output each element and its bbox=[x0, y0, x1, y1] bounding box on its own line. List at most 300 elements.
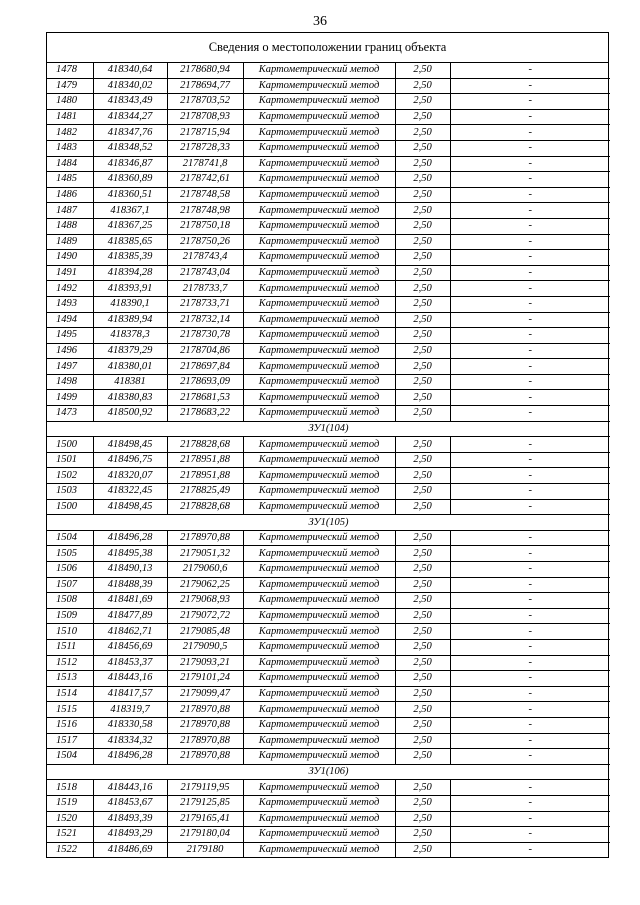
accuracy-cell: 2,50 bbox=[395, 608, 450, 624]
accuracy-cell: 2,50 bbox=[395, 281, 450, 297]
method-cell: Картометрический метод bbox=[243, 686, 395, 702]
point-number-cell: 1502 bbox=[47, 468, 93, 484]
point-number-cell: 1494 bbox=[47, 312, 93, 328]
description-cell: - bbox=[450, 749, 610, 765]
x-coordinate-cell: 418385,39 bbox=[93, 250, 167, 266]
point-number-cell: 1507 bbox=[47, 577, 93, 593]
accuracy-cell: 2,50 bbox=[395, 733, 450, 749]
point-number-cell: 1500 bbox=[47, 437, 93, 453]
accuracy-cell: 2,50 bbox=[395, 406, 450, 422]
y-coordinate-cell: 2178741,8 bbox=[167, 156, 243, 172]
description-cell: - bbox=[450, 359, 610, 375]
table-row bbox=[47, 94, 610, 110]
table-row bbox=[47, 811, 610, 827]
description-cell: - bbox=[450, 187, 610, 203]
description-cell: - bbox=[450, 328, 610, 344]
description-cell: - bbox=[450, 686, 610, 702]
description-cell: - bbox=[450, 203, 610, 219]
method-cell: Картометрический метод bbox=[243, 468, 395, 484]
y-coordinate-cell: 2178733,71 bbox=[167, 296, 243, 312]
point-number-cell: 1512 bbox=[47, 655, 93, 671]
point-number-cell: 1490 bbox=[47, 250, 93, 266]
description-cell: - bbox=[450, 639, 610, 655]
table-row bbox=[47, 733, 610, 749]
x-coordinate-cell: 418380,01 bbox=[93, 359, 167, 375]
method-cell: Картометрический метод bbox=[243, 795, 395, 811]
table-row bbox=[47, 63, 610, 78]
x-coordinate-cell: 418390,1 bbox=[93, 296, 167, 312]
point-number-cell: 1504 bbox=[47, 749, 93, 765]
method-cell: Картометрический метод bbox=[243, 140, 395, 156]
x-coordinate-cell: 418477,89 bbox=[93, 608, 167, 624]
y-coordinate-cell: 2179072,72 bbox=[167, 608, 243, 624]
table-row bbox=[47, 795, 610, 811]
method-cell: Картометрический метод bbox=[243, 390, 395, 406]
point-number-cell: 1478 bbox=[47, 63, 93, 78]
point-number-cell: 1518 bbox=[47, 780, 93, 796]
y-coordinate-cell: 2178730,78 bbox=[167, 328, 243, 344]
y-coordinate-cell: 2179180 bbox=[167, 842, 243, 857]
method-cell: Картометрический метод bbox=[243, 78, 395, 94]
table-row bbox=[47, 717, 610, 733]
table-row bbox=[47, 125, 610, 141]
x-coordinate-cell: 418394,28 bbox=[93, 265, 167, 281]
method-cell: Картометрический метод bbox=[243, 343, 395, 359]
method-cell: Картометрический метод bbox=[243, 312, 395, 328]
method-cell: Картометрический метод bbox=[243, 671, 395, 687]
description-cell: - bbox=[450, 702, 610, 718]
y-coordinate-cell: 2178970,88 bbox=[167, 530, 243, 546]
description-cell: - bbox=[450, 312, 610, 328]
description-cell: - bbox=[450, 484, 610, 500]
point-number-cell: 1481 bbox=[47, 109, 93, 125]
y-coordinate-cell: 2178743,4 bbox=[167, 250, 243, 266]
method-cell: Картометрический метод bbox=[243, 265, 395, 281]
x-coordinate-cell: 418498,45 bbox=[93, 437, 167, 453]
point-number-cell: 1509 bbox=[47, 608, 93, 624]
description-cell: - bbox=[450, 546, 610, 562]
accuracy-cell: 2,50 bbox=[395, 359, 450, 375]
y-coordinate-cell: 2178697,84 bbox=[167, 359, 243, 375]
point-number-cell: 1505 bbox=[47, 546, 93, 562]
table-row bbox=[47, 671, 610, 687]
method-cell: Картометрический метод bbox=[243, 328, 395, 344]
x-coordinate-cell: 418347,76 bbox=[93, 125, 167, 141]
accuracy-cell: 2,50 bbox=[395, 234, 450, 250]
x-coordinate-cell: 418443,16 bbox=[93, 780, 167, 796]
point-number-cell: 1486 bbox=[47, 187, 93, 203]
description-cell: - bbox=[450, 156, 610, 172]
description-cell: - bbox=[450, 125, 610, 141]
x-coordinate-cell: 418367,1 bbox=[93, 203, 167, 219]
method-cell: Картометрический метод bbox=[243, 608, 395, 624]
y-coordinate-cell: 2179051,32 bbox=[167, 546, 243, 562]
method-cell: Картометрический метод bbox=[243, 109, 395, 125]
description-cell: - bbox=[450, 140, 610, 156]
y-coordinate-cell: 2178680,94 bbox=[167, 63, 243, 78]
description-cell: - bbox=[528, 843, 532, 855]
method-cell: Картометрический метод bbox=[243, 359, 395, 375]
description-cell: - bbox=[450, 577, 610, 593]
y-coordinate-cell: 2178970,88 bbox=[167, 702, 243, 718]
point-number-cell: 1506 bbox=[47, 562, 93, 578]
method-cell: Картометрический метод bbox=[243, 281, 395, 297]
y-coordinate-cell: 2178728,33 bbox=[167, 140, 243, 156]
accuracy-cell: 2,50 bbox=[395, 94, 450, 110]
table-row bbox=[47, 374, 610, 390]
accuracy-cell: 2,50 bbox=[395, 468, 450, 484]
boundary-table-sheet bbox=[46, 32, 609, 858]
x-coordinate-cell: 418319,7 bbox=[93, 702, 167, 718]
y-coordinate-cell: 2178708,93 bbox=[167, 109, 243, 125]
point-number-cell: 1482 bbox=[47, 125, 93, 141]
table-row bbox=[47, 218, 610, 234]
table-row bbox=[47, 172, 610, 188]
accuracy-cell: 2,50 bbox=[395, 374, 450, 390]
method-cell: Картометрический метод bbox=[243, 655, 395, 671]
point-number-cell: 1491 bbox=[47, 265, 93, 281]
method-cell: Картометрический метод bbox=[243, 63, 395, 78]
y-coordinate-cell: 2178704,86 bbox=[167, 343, 243, 359]
method-cell: Картометрический метод bbox=[243, 780, 395, 796]
point-number-cell: 1522 bbox=[47, 842, 93, 857]
point-number-cell: 1499 bbox=[47, 390, 93, 406]
point-number-cell: 1504 bbox=[47, 530, 93, 546]
table-row bbox=[47, 343, 610, 359]
point-number-cell: 1501 bbox=[47, 452, 93, 468]
x-coordinate-cell: 418330,58 bbox=[93, 717, 167, 733]
point-number-cell: 1519 bbox=[47, 795, 93, 811]
method-cell: Картометрический метод bbox=[243, 546, 395, 562]
method-cell: Картометрический метод bbox=[243, 406, 395, 422]
description-cell: - bbox=[450, 250, 610, 266]
accuracy-cell: 2,50 bbox=[395, 484, 450, 500]
accuracy-cell: 2,50 bbox=[395, 780, 450, 796]
method-cell: Картометрический метод bbox=[243, 484, 395, 500]
y-coordinate-cell: 2179068,93 bbox=[167, 593, 243, 609]
point-number-cell: 1498 bbox=[47, 374, 93, 390]
table-row bbox=[47, 749, 610, 765]
point-number-cell: 1492 bbox=[47, 281, 93, 297]
x-coordinate-cell: 418360,89 bbox=[93, 172, 167, 188]
method-cell: Картометрический метод bbox=[243, 172, 395, 188]
point-number-cell: 1495 bbox=[47, 328, 93, 344]
y-coordinate-cell: 2179101,24 bbox=[167, 671, 243, 687]
accuracy-cell: 2,50 bbox=[395, 140, 450, 156]
description-cell: - bbox=[450, 530, 610, 546]
table-row bbox=[47, 140, 610, 156]
y-coordinate-cell: 2178828,68 bbox=[167, 437, 243, 453]
method-cell: Картометрический метод bbox=[243, 593, 395, 609]
point-number-cell: 1514 bbox=[47, 686, 93, 702]
table-row bbox=[47, 593, 610, 609]
table-row bbox=[47, 639, 610, 655]
description-cell: - bbox=[450, 593, 610, 609]
method-cell: Картометрический метод bbox=[243, 717, 395, 733]
x-coordinate-cell: 418346,87 bbox=[93, 156, 167, 172]
y-coordinate-cell: 2178750,18 bbox=[167, 218, 243, 234]
y-coordinate-cell: 2178970,88 bbox=[167, 749, 243, 765]
table-row bbox=[47, 328, 610, 344]
method-cell: Картометрический метод bbox=[243, 811, 395, 827]
accuracy-cell: 2,50 bbox=[395, 63, 450, 78]
x-coordinate-cell: 418340,64 bbox=[93, 63, 167, 78]
description-cell: - bbox=[450, 811, 610, 827]
point-number-cell: 1497 bbox=[47, 359, 93, 375]
x-coordinate-cell: 418343,49 bbox=[93, 94, 167, 110]
method-cell: Картометрический метод bbox=[243, 702, 395, 718]
table-row bbox=[47, 234, 610, 250]
description-cell: - bbox=[450, 795, 610, 811]
table-row bbox=[47, 359, 610, 375]
description-cell: - bbox=[450, 608, 610, 624]
x-coordinate-cell: 418385,65 bbox=[93, 234, 167, 250]
table-row bbox=[47, 78, 610, 94]
description-cell: - bbox=[450, 343, 610, 359]
x-coordinate-cell: 418360,51 bbox=[93, 187, 167, 203]
method-cell: Картометрический метод bbox=[243, 296, 395, 312]
description-cell: - bbox=[450, 562, 610, 578]
y-coordinate-cell: 2178828,68 bbox=[167, 499, 243, 515]
point-number-cell: 1515 bbox=[47, 702, 93, 718]
accuracy-cell: 2,50 bbox=[395, 842, 450, 857]
method-cell: Картометрический метод bbox=[243, 639, 395, 655]
section-header-row bbox=[47, 421, 610, 437]
point-number-cell: 1473 bbox=[47, 406, 93, 422]
table-row bbox=[47, 546, 610, 562]
method-cell: Картометрический метод bbox=[243, 187, 395, 203]
accuracy-cell: 2,50 bbox=[395, 312, 450, 328]
table-row bbox=[47, 265, 610, 281]
y-coordinate-cell: 2178683,22 bbox=[167, 406, 243, 422]
method-cell: Картометрический метод bbox=[243, 499, 395, 515]
accuracy-cell: 2,50 bbox=[395, 452, 450, 468]
table-row bbox=[47, 281, 610, 297]
accuracy-cell: 2,50 bbox=[395, 390, 450, 406]
x-coordinate-cell: 418389,94 bbox=[93, 312, 167, 328]
y-coordinate-cell: 2179099,47 bbox=[167, 686, 243, 702]
accuracy-cell: 2,50 bbox=[395, 686, 450, 702]
x-coordinate-cell: 418417,57 bbox=[93, 686, 167, 702]
accuracy-cell: 2,50 bbox=[395, 655, 450, 671]
accuracy-cell: 2,50 bbox=[395, 546, 450, 562]
method-cell: Картометрический метод bbox=[243, 94, 395, 110]
x-coordinate-cell: 418496,28 bbox=[93, 530, 167, 546]
accuracy-cell: 2,50 bbox=[395, 562, 450, 578]
method-cell: Картометрический метод bbox=[243, 218, 395, 234]
table-title: Сведения о местоположении границ объекта bbox=[47, 33, 608, 63]
point-number-cell: 1488 bbox=[47, 218, 93, 234]
x-coordinate-cell: 418379,29 bbox=[93, 343, 167, 359]
y-coordinate-cell: 2179180,04 bbox=[167, 827, 243, 843]
accuracy-cell: 2,50 bbox=[395, 639, 450, 655]
method-cell: Картометрический метод bbox=[243, 562, 395, 578]
x-coordinate-cell: 418495,38 bbox=[93, 546, 167, 562]
method-cell: Картометрический метод bbox=[243, 452, 395, 468]
point-number-cell: 1484 bbox=[47, 156, 93, 172]
x-coordinate-cell: 418496,28 bbox=[93, 749, 167, 765]
description-cell: - bbox=[450, 437, 610, 453]
section-label: ЗУ1(104) bbox=[47, 421, 610, 437]
y-coordinate-cell: 2178970,88 bbox=[167, 733, 243, 749]
x-coordinate-cell: 418493,29 bbox=[93, 827, 167, 843]
y-coordinate-cell: 2178693,09 bbox=[167, 374, 243, 390]
description-cell: - bbox=[450, 452, 610, 468]
point-number-cell: 1480 bbox=[47, 94, 93, 110]
x-coordinate-cell: 418348,52 bbox=[93, 140, 167, 156]
table-row bbox=[47, 187, 610, 203]
description-cell: - bbox=[450, 733, 610, 749]
table-row bbox=[47, 780, 610, 796]
point-number-cell: 1489 bbox=[47, 234, 93, 250]
y-coordinate-cell: 2178715,94 bbox=[167, 125, 243, 141]
accuracy-cell: 2,50 bbox=[395, 577, 450, 593]
description-cell: - bbox=[450, 94, 610, 110]
description-cell: - bbox=[450, 827, 610, 843]
table-row bbox=[47, 452, 610, 468]
x-coordinate-cell: 418393,91 bbox=[93, 281, 167, 297]
method-cell: Картометрический метод bbox=[243, 437, 395, 453]
table-row bbox=[47, 109, 610, 125]
table-row bbox=[47, 296, 610, 312]
x-coordinate-cell: 418462,71 bbox=[93, 624, 167, 640]
method-cell: Картометрический метод bbox=[243, 234, 395, 250]
description-cell: - bbox=[450, 780, 610, 796]
point-number-cell: 1510 bbox=[47, 624, 93, 640]
table-row bbox=[47, 484, 610, 500]
y-coordinate-cell: 2178742,61 bbox=[167, 172, 243, 188]
accuracy-cell: 2,50 bbox=[395, 328, 450, 344]
accuracy-cell: 2,50 bbox=[395, 203, 450, 219]
table-row bbox=[47, 702, 610, 718]
table-row bbox=[47, 390, 610, 406]
accuracy-cell: 2,50 bbox=[395, 717, 450, 733]
y-coordinate-cell: 2178681,53 bbox=[167, 390, 243, 406]
x-coordinate-cell: 418381 bbox=[93, 374, 167, 390]
point-number-cell: 1517 bbox=[47, 733, 93, 749]
description-cell: - bbox=[450, 655, 610, 671]
section-header-row bbox=[47, 764, 610, 780]
x-coordinate-cell: 418498,45 bbox=[93, 499, 167, 515]
x-coordinate-cell: 418344,27 bbox=[93, 109, 167, 125]
y-coordinate-cell: 2178951,88 bbox=[167, 452, 243, 468]
description-cell: - bbox=[450, 468, 610, 484]
y-coordinate-cell: 2178732,14 bbox=[167, 312, 243, 328]
x-coordinate-cell: 418380,83 bbox=[93, 390, 167, 406]
point-number-cell: 1516 bbox=[47, 717, 93, 733]
accuracy-cell: 2,50 bbox=[395, 218, 450, 234]
accuracy-cell: 2,50 bbox=[395, 109, 450, 125]
description-cell: - bbox=[450, 406, 610, 422]
table-row bbox=[47, 499, 610, 515]
table-row bbox=[47, 156, 610, 172]
point-number-cell: 1496 bbox=[47, 343, 93, 359]
y-coordinate-cell: 2178825,49 bbox=[167, 484, 243, 500]
accuracy-cell: 2,50 bbox=[395, 187, 450, 203]
table-row bbox=[47, 608, 610, 624]
x-coordinate-cell: 418481,69 bbox=[93, 593, 167, 609]
point-number-cell: 1487 bbox=[47, 203, 93, 219]
x-coordinate-cell: 418443,16 bbox=[93, 671, 167, 687]
coordinates-table bbox=[47, 63, 610, 857]
point-number-cell: 1520 bbox=[47, 811, 93, 827]
point-number-cell: 1521 bbox=[47, 827, 93, 843]
description-cell: - bbox=[450, 624, 610, 640]
section-label: ЗУ1(105) bbox=[47, 515, 610, 531]
accuracy-cell: 2,50 bbox=[395, 125, 450, 141]
x-coordinate-cell: 418367,25 bbox=[93, 218, 167, 234]
table-row bbox=[47, 562, 610, 578]
table-row bbox=[47, 312, 610, 328]
accuracy-cell: 2,50 bbox=[395, 296, 450, 312]
accuracy-cell: 2,50 bbox=[395, 78, 450, 94]
x-coordinate-cell: 418453,37 bbox=[93, 655, 167, 671]
x-coordinate-cell: 418490,13 bbox=[93, 562, 167, 578]
y-coordinate-cell: 2178703,52 bbox=[167, 94, 243, 110]
description-cell: - bbox=[450, 218, 610, 234]
y-coordinate-cell: 2179062,25 bbox=[167, 577, 243, 593]
y-coordinate-cell: 2179093,21 bbox=[167, 655, 243, 671]
point-number-cell: 1493 bbox=[47, 296, 93, 312]
table-row bbox=[47, 203, 610, 219]
table-row bbox=[47, 406, 610, 422]
method-cell: Картометрический метод bbox=[243, 203, 395, 219]
y-coordinate-cell: 2179060,6 bbox=[167, 562, 243, 578]
table-row bbox=[47, 624, 610, 640]
description-cell: - bbox=[450, 234, 610, 250]
accuracy-cell: 2,50 bbox=[395, 624, 450, 640]
description-cell: - bbox=[450, 281, 610, 297]
accuracy-cell: 2,50 bbox=[395, 795, 450, 811]
table-row bbox=[47, 437, 610, 453]
x-coordinate-cell: 418320,07 bbox=[93, 468, 167, 484]
method-cell: Картометрический метод bbox=[243, 733, 395, 749]
y-coordinate-cell: 2178750,26 bbox=[167, 234, 243, 250]
y-coordinate-cell: 2179165,41 bbox=[167, 811, 243, 827]
table-row bbox=[47, 530, 610, 546]
coordinates-table-body bbox=[47, 63, 610, 857]
y-coordinate-cell: 2178733,7 bbox=[167, 281, 243, 297]
y-coordinate-cell: 2178743,04 bbox=[167, 265, 243, 281]
y-coordinate-cell: 2178748,98 bbox=[167, 203, 243, 219]
y-coordinate-cell: 2178748,58 bbox=[167, 187, 243, 203]
point-number-cell: 1513 bbox=[47, 671, 93, 687]
section-label: ЗУ1(106) bbox=[47, 764, 610, 780]
table-row bbox=[47, 577, 610, 593]
x-coordinate-cell: 418334,32 bbox=[93, 733, 167, 749]
point-number-cell: 1508 bbox=[47, 593, 93, 609]
description-cell: - bbox=[450, 374, 610, 390]
accuracy-cell: 2,50 bbox=[395, 156, 450, 172]
y-coordinate-cell: 2179085,48 bbox=[167, 624, 243, 640]
table-row bbox=[47, 827, 610, 843]
method-cell: Картометрический метод bbox=[243, 827, 395, 843]
x-coordinate-cell: 418500,92 bbox=[93, 406, 167, 422]
method-cell: Картометрический метод bbox=[243, 374, 395, 390]
description-cell: - bbox=[450, 265, 610, 281]
accuracy-cell: 2,50 bbox=[395, 530, 450, 546]
table-row bbox=[47, 468, 610, 484]
point-number-cell: 1500 bbox=[47, 499, 93, 515]
x-coordinate-cell: 418340,02 bbox=[93, 78, 167, 94]
y-coordinate-cell: 2179125,85 bbox=[167, 795, 243, 811]
x-coordinate-cell: 418496,75 bbox=[93, 452, 167, 468]
method-cell: Картометрический метод bbox=[243, 125, 395, 141]
description-cell: - bbox=[450, 109, 610, 125]
y-coordinate-cell: 2179119,95 bbox=[167, 780, 243, 796]
accuracy-cell: 2,50 bbox=[395, 250, 450, 266]
accuracy-cell: 2,50 bbox=[395, 749, 450, 765]
